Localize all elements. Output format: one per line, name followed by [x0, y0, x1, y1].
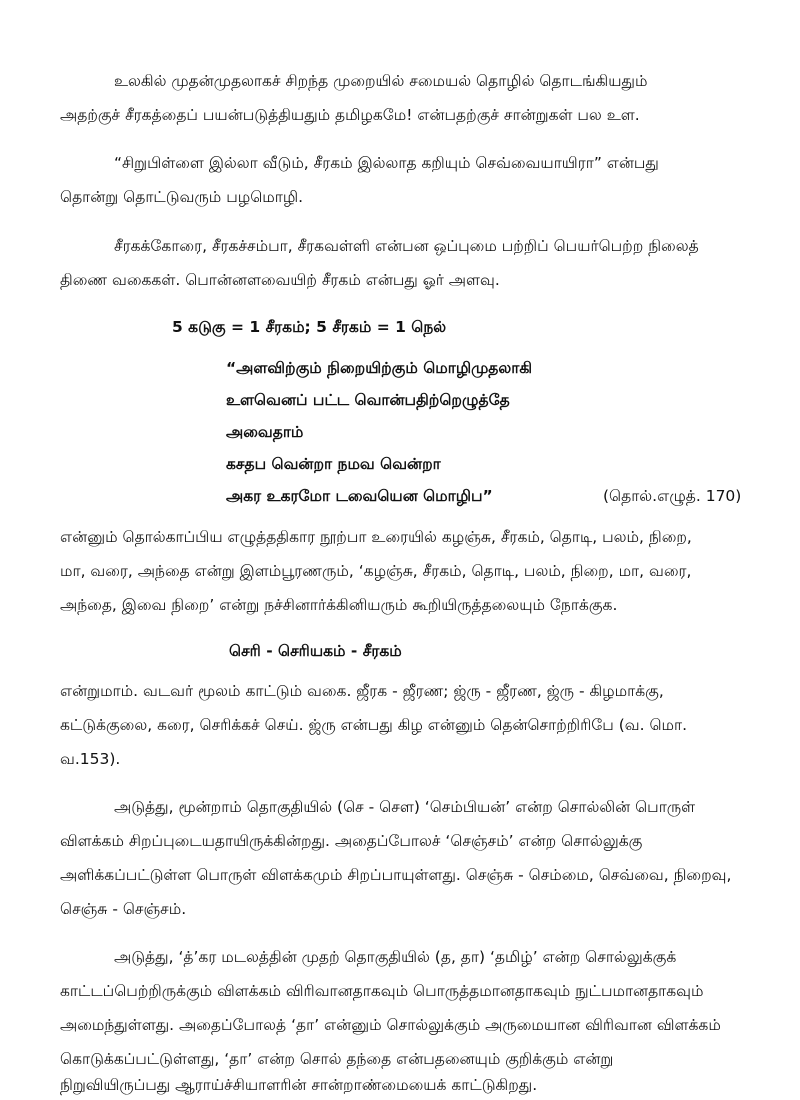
verse-line-5: அகர உகரமோ டவையென மொழிப” [226, 487, 493, 505]
paragraph-6-line-3: அளிக்கப்பட்டுள்ள பொருள் விளக்கமும் சிறப்பாயுள்ளது. செஞ்சு - செம்மை, செவ்வை, நிறைவு, [60, 866, 732, 884]
paragraph-6-line-1: அடுத்து, மூன்றாம் தொகுதியில் (செ - செள) ‘செம்பியன்’ என்ற சொல்லின் பொருள் [114, 798, 696, 816]
measure-equation: 5 கடுகு = 1 சீரகம்; 5 சீரகம் = 1 நெல் [172, 318, 447, 336]
derivation-line: செரி - செரியகம் - சீரகம் [229, 642, 402, 660]
paragraph-5-line-1: என்றுமாம். வடவர் மூலம் காட்டும் வகை. ஜீரக - ஜீரண; ஜ்ரு - ஜீரண, ஜ்ரு - கிழமாக்கு, [60, 682, 664, 700]
verse-line-4: கசதப வென்றா நமவ வென்றா [226, 455, 441, 473]
paragraph-4-line-1: என்னும் தொல்காப்பிய எழுத்ததிகார நூற்பா உரையில் கழஞ்சு, சீரகம், தொடி, பலம், நிறை, [60, 528, 692, 546]
paragraph-4-line-2: மா, வரை, அந்தை என்று இளம்பூரணரும், ‘கழஞ்சு, சீரகம், தொடி, பலம், நிறை, மா, வரை, [60, 562, 692, 580]
verse-line-2: உளவெனப் பட்ட வொன்பதிற்றெழுத்தே [226, 391, 510, 409]
paragraph-7-line-1: அடுத்து, ‘த்’கர மடலத்தின் முதற் தொகுதியில் (த, தா) ‘தமிழ்’ என்ற சொல்லுக்குக் [114, 948, 677, 966]
paragraph-7-line-4: கொடுக்கப்பட்டுள்ளது, ‘தா’ என்ற சொல் தந்தை என்பதனையும் குறிக்கும் என்று [60, 1050, 614, 1068]
paragraph-2-line-2: தொன்று தொட்டுவரும் பழமொழி. [60, 188, 304, 206]
verse-line-3: அவைதாம் [226, 423, 304, 441]
paragraph-5-line-3: வ.153). [60, 750, 121, 768]
paragraph-5-line-2: கட்டுக்குலை, கரை, செரிக்கச் செய். ஜ்ரு என்பது கிழ என்னும் தென்சொற்றிரிபே (வ. மொ. [60, 716, 688, 734]
paragraph-7-line-5: நிறுவியிருப்பது ஆராய்ச்சியாளரின் சான்றாண்மையைக் காட்டுகிறது. [60, 1076, 538, 1094]
paragraph-4-line-3: அந்தை, இவை நிறை’ என்று நச்சினார்க்கினியரும் கூறியிருத்தலையும் நோக்குக. [60, 596, 618, 614]
paragraph-7-line-3: அமைந்துள்ளது. அதைப்போலத் ‘தா’ என்னும் சொல்லுக்கும் அருமையான விரிவான விளக்கம் [60, 1016, 721, 1034]
paragraph-1-line-2: அதற்குச் சீரகத்தைப் பயன்படுத்தியதும் தமிழகமே! என்பதற்குச் சான்றுகள் பல உள. [60, 106, 640, 124]
paragraph-6-line-4: செஞ்சு - செஞ்சம். [60, 900, 187, 918]
paragraph-1-line-1: உலகில் முதன்முதலாகச் சிறந்த முறையில் சமையல் தொழில் தொடங்கியதும் [114, 72, 648, 90]
paragraph-3-line-2: திணை வகைகள். பொன்னளவையிற் சீரகம் என்பது ஓர் அளவு. [60, 271, 500, 289]
paragraph-2-line-1: “சிறுபிள்ளை இல்லா வீடும், சீரகம் இல்லாத கறியும் செவ்வையாயிரா” என்பது [114, 154, 659, 172]
paragraph-6-line-2: விளக்கம் சிறப்புடையதாயிருக்கின்றது. அதைப்போலச் ‘செஞ்சம்’ என்ற சொல்லுக்கு [60, 832, 643, 850]
verse-line-1: “அளவிற்கும் நிறையிற்கும் மொழிமுதலாகி [226, 359, 533, 377]
verse-citation: (தொல்.எழுத். 170) [603, 487, 742, 505]
paragraph-7-line-2: காட்டப்பெற்றிருக்கும் விளக்கம் விரிவானதாகவும் பொருத்தமானதாகவும் நுட்பமானதாகவும் [60, 982, 704, 1000]
paragraph-3-line-1: சீரகக்கோரை, சீரகச்சம்பா, சீரகவள்ளி என்பன ஒப்புமை பற்றிப் பெயர்பெற்ற நிலைத் [114, 237, 699, 255]
